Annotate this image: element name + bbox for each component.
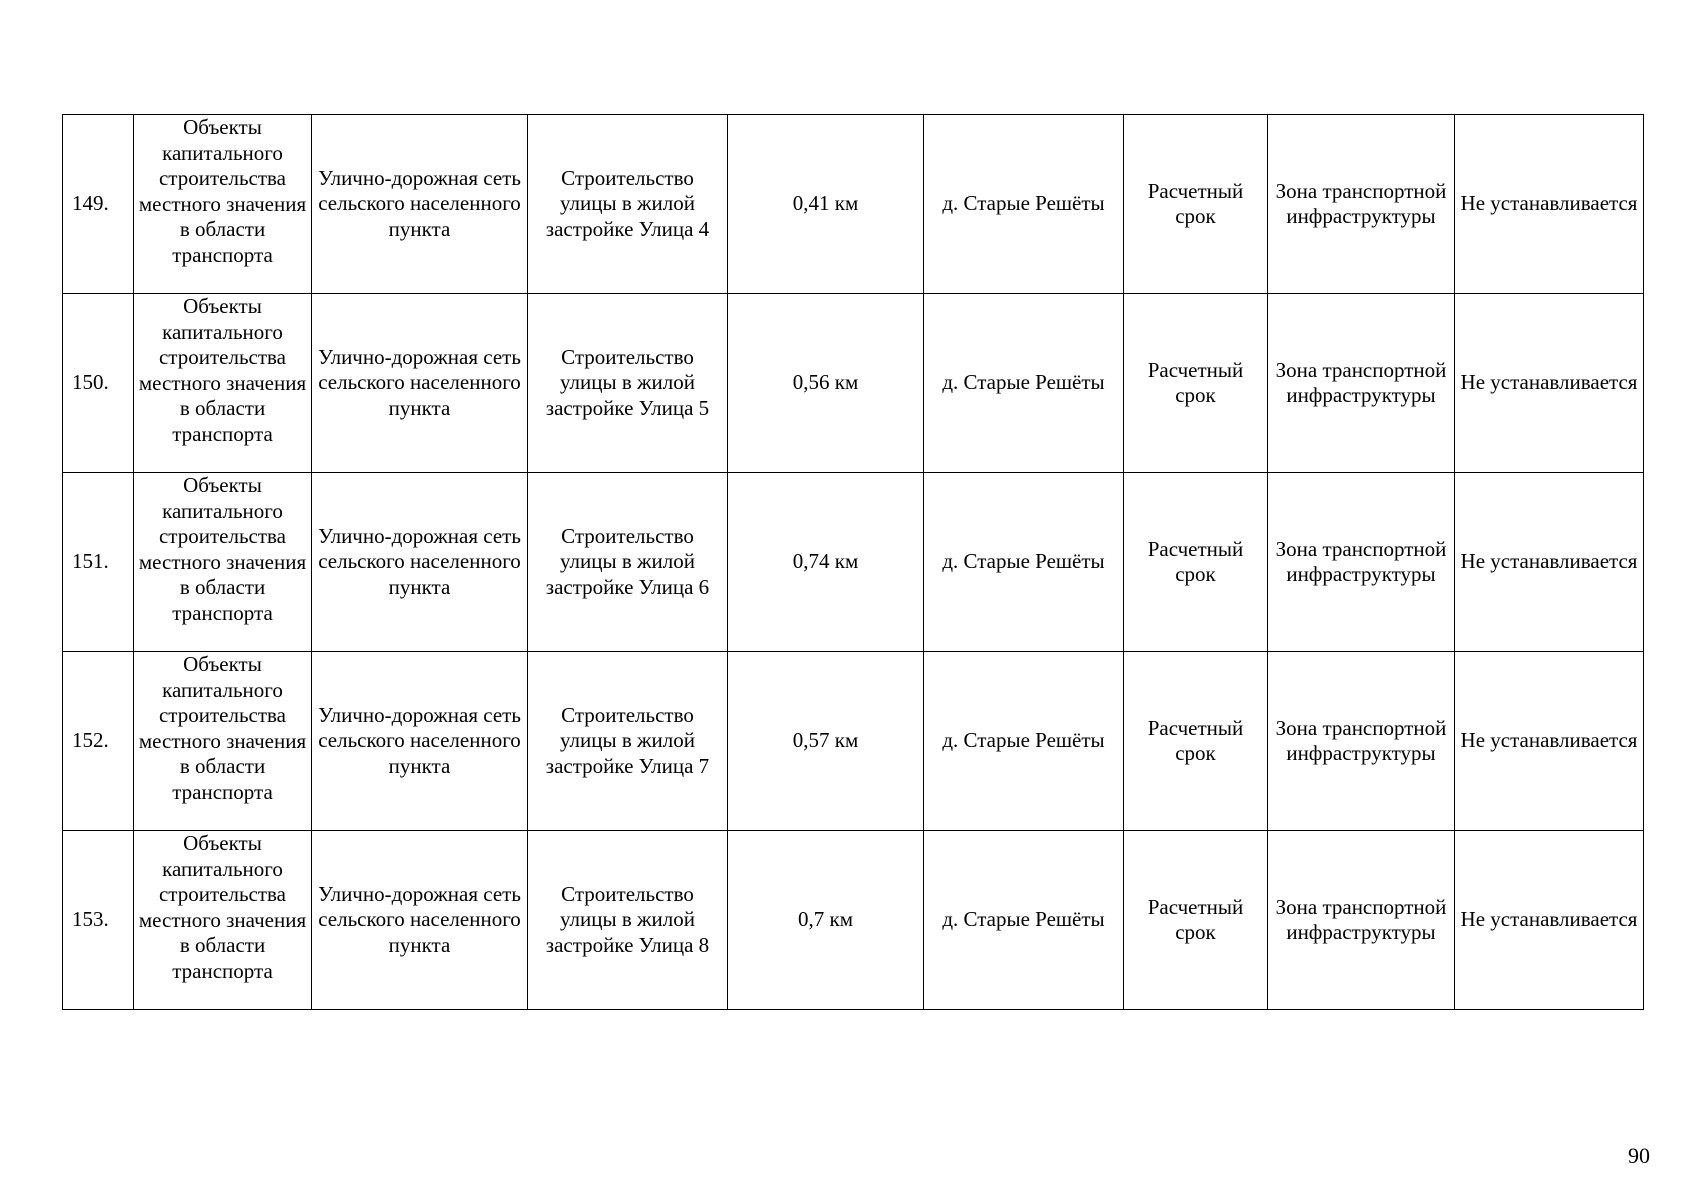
functional-zone: Зона транспортной инфраструктуры — [1268, 473, 1455, 652]
object-type: Улично-дорожная сеть сельского населенного пункта — [312, 831, 528, 1010]
object-type: Улично-дорожная сеть сельского населенного пункта — [312, 473, 528, 652]
functional-zone: Зона транспортной инфраструктуры — [1268, 831, 1455, 1010]
implementation-term: Расчетный срок — [1124, 473, 1268, 652]
objects-table — [62, 114, 1644, 1010]
table-row — [63, 831, 1644, 1010]
table-row — [63, 652, 1644, 831]
object-category: Объекты капитального строительства местного значения в области транспорта — [134, 831, 312, 1010]
table-row — [63, 473, 1644, 652]
object-location: д. Старые Решёты — [924, 473, 1124, 652]
row-number: 150. — [63, 294, 134, 473]
object-name: Строительство улицы в жилой застройке Улица 6 — [528, 473, 728, 652]
object-type: Улично-дорожная сеть сельского населенного пункта — [312, 115, 528, 294]
object-category: Объекты капитального строительства местного значения в области транспорта — [134, 115, 312, 294]
row-number: 153. — [63, 831, 134, 1010]
object-name: Строительство улицы в жилой застройке Улица 4 — [528, 115, 728, 294]
object-type: Улично-дорожная сеть сельского населенного пункта — [312, 294, 528, 473]
zone-restriction: Не устанавливается — [1455, 473, 1644, 652]
object-name: Строительство улицы в жилой застройке Улица 8 — [528, 831, 728, 1010]
row-number: 149. — [63, 115, 134, 294]
functional-zone: Зона транспортной инфраструктуры — [1268, 115, 1455, 294]
zone-restriction: Не устанавливается — [1455, 652, 1644, 831]
object-type: Улично-дорожная сеть сельского населенного пункта — [312, 652, 528, 831]
object-length: 0,57 км — [728, 652, 924, 831]
object-name: Строительство улицы в жилой застройке Улица 7 — [528, 652, 728, 831]
object-category: Объекты капитального строительства местного значения в области транспорта — [134, 294, 312, 473]
object-location: д. Старые Решёты — [924, 831, 1124, 1010]
implementation-term: Расчетный срок — [1124, 652, 1268, 831]
implementation-term: Расчетный срок — [1124, 831, 1268, 1010]
object-category: Объекты капитального строительства местного значения в области транспорта — [134, 473, 312, 652]
page-number: 90 — [1628, 1143, 1650, 1168]
object-length: 0,41 км — [728, 115, 924, 294]
zone-restriction: Не устанавливается — [1455, 294, 1644, 473]
table-row — [63, 294, 1644, 473]
object-location: д. Старые Решёты — [924, 115, 1124, 294]
object-name: Строительство улицы в жилой застройке Улица 5 — [528, 294, 728, 473]
row-number: 152. — [63, 652, 134, 831]
object-length: 0,7 км — [728, 831, 924, 1010]
functional-zone: Зона транспортной инфраструктуры — [1268, 652, 1455, 831]
implementation-term: Расчетный срок — [1124, 115, 1268, 294]
object-length: 0,56 км — [728, 294, 924, 473]
zone-restriction: Не устанавливается — [1455, 831, 1644, 1010]
object-location: д. Старые Решёты — [924, 294, 1124, 473]
object-location: д. Старые Решёты — [924, 652, 1124, 831]
functional-zone: Зона транспортной инфраструктуры — [1268, 294, 1455, 473]
object-category: Объекты капитального строительства местного значения в области транспорта — [134, 652, 312, 831]
row-number: 151. — [63, 473, 134, 652]
object-length: 0,74 км — [728, 473, 924, 652]
zone-restriction: Не устанавливается — [1455, 115, 1644, 294]
table-row — [63, 115, 1644, 294]
implementation-term: Расчетный срок — [1124, 294, 1268, 473]
